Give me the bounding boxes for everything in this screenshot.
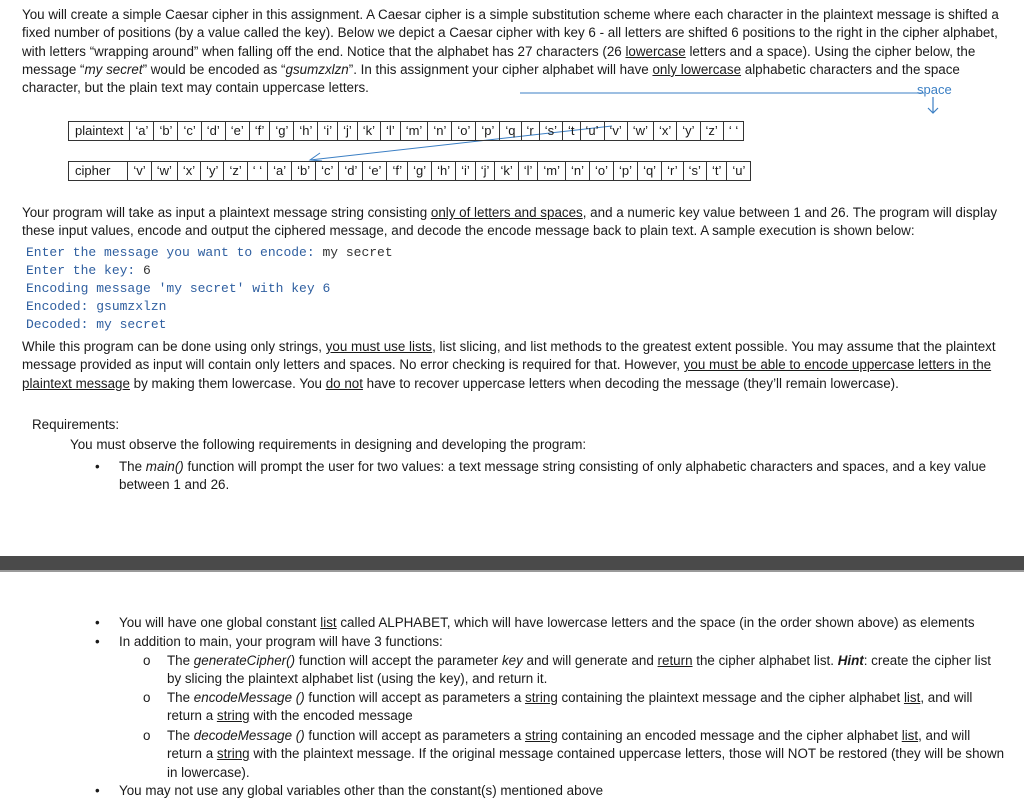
plaintext-cell: ‘s’: [540, 122, 563, 140]
bullet-icon: •: [95, 634, 100, 649]
cipher-cell: ‘s’: [684, 162, 707, 180]
plaintext-cell: ‘c’: [178, 122, 201, 140]
cipher-cell: ‘u’: [732, 163, 746, 178]
cipher-cell: ‘q’: [638, 162, 662, 180]
plaintext-cell: ‘x’: [654, 122, 677, 140]
plaintext-cell: ‘r: [522, 122, 540, 140]
plaintext-row: [68, 121, 744, 141]
plaintext-cell: ‘f’: [250, 122, 271, 140]
globals-requirement: • You may not use any global variables other than the constant(s) mentioned above: [119, 782, 1009, 800]
circle-bullet-icon: o: [143, 690, 151, 705]
cipher-cell: ‘n’: [566, 162, 590, 180]
cipher-cell: ‘a’: [268, 162, 292, 180]
plaintext-cell: ‘l’: [381, 122, 401, 140]
cipher-cell: ‘i’: [456, 162, 476, 180]
encode-message-requirement: o The encodeMessage () function will accept as parameters a string containing the plaintext message and the cipher alphabet list, and will return a string with the encoded message: [143, 690, 973, 724]
requirements-intro: You must observe the following requirements in designing and developing the program:: [70, 437, 587, 452]
plaintext-cell: ‘y’: [677, 122, 700, 140]
main-requirement: • The main() function will prompt the user for two values: a text message string consisting of only alphabetic characters and spaces, and a key value between 1 and 26.: [95, 459, 987, 493]
plaintext-cell: ‘w’: [628, 122, 654, 140]
cipher-cell: ‘j’: [476, 162, 496, 180]
bullet-icon: •: [95, 783, 100, 798]
cipher-cell: ‘ ‘: [248, 162, 268, 180]
circle-bullet-icon: o: [143, 728, 151, 743]
program-paragraph: Your program will take as input a plaintext message string consisting only of letters and spaces, and a numeric key value between 1 and 26. The program will display these input values, encode and output the ciphered message, and decode the encode message back to plain text. A sample execution is shown below:: [22, 205, 998, 239]
sample-line-3: Encoding message 'my secret' with key 6: [26, 281, 331, 296]
cipher-cell: ‘m’: [538, 162, 566, 180]
plaintext-cell: ‘g’: [270, 122, 294, 140]
plaintext-cell: ‘d’: [202, 122, 226, 140]
plaintext-cell: ‘u’: [581, 122, 605, 140]
cipher-cell: ‘p’: [614, 162, 638, 180]
alphabet-requirement: • You will have one global constant list called ALPHABET, which will have lowercase letters and the space (in the order shown above) as elements: [119, 614, 1009, 632]
plaintext-cell: ‘a’: [130, 122, 154, 140]
plaintext-cell: ‘m’: [401, 122, 429, 140]
intro-paragraph: You will create a simple Caesar cipher in this assignment. A Caesar cipher is a simple substitution scheme where each character in the plaintext message is shifted a fixed number of positions (by a value called the key). Below we depict a Caesar cipher with key 6 - all letters are shifted 6 positions to the right in the cipher alphabet, with letters “wrapping around” when falling off the end. Notice that the alphabet has 27 characters (26 lowercase letters and a space). Using the cipher below, the message “my secret” would be encoded as “gsumzxlzn”. In this assignment your cipher alphabet will have only lowercase alphabetic characters and the space character, but the plain text may contain uppercase letters.: [22, 7, 999, 96]
cipher-cell: ‘k’: [495, 162, 518, 180]
cipher-cell: ‘y’: [201, 162, 224, 180]
cipher-cell: ‘b’: [292, 162, 316, 180]
plaintext-cell: ‘i’: [318, 122, 338, 140]
cipher-cell: ‘x’: [178, 162, 201, 180]
plaintext-cell: ‘o’: [452, 122, 476, 140]
sample-line-5: Decoded: my secret: [26, 317, 167, 332]
page-separator-edge: [0, 570, 1024, 572]
plaintext-cell: ‘t: [563, 122, 581, 140]
page-separator: [0, 556, 1024, 570]
cipher-cell: ‘l’: [519, 162, 539, 180]
plaintext-cell: ‘k’: [358, 122, 381, 140]
cipher-label: cipher: [69, 162, 128, 180]
circle-bullet-icon: o: [143, 653, 151, 668]
requirements-heading: Requirements:: [32, 417, 120, 432]
cipher-cell: ‘f’: [387, 162, 408, 180]
cipher-cell: ‘c’: [316, 162, 339, 180]
plaintext-cell: ‘z’: [701, 122, 724, 140]
plaintext-cell: ‘p’: [476, 122, 500, 140]
bullet-icon: •: [95, 615, 100, 630]
cipher-cell: ‘g’: [408, 162, 432, 180]
plaintext-cell: ‘ ‘: [728, 123, 739, 138]
sample-line-1: Enter the message you want to encode: my secret: [26, 245, 393, 260]
decode-message-requirement: o The decodeMessage () function will accept as parameters a string containing an encoded message and the cipher alphabet list, and will return a string with the plaintext message. If the original message contained uppercase letters, those will NOT be restored (they will be shown in lowercase).: [143, 728, 1005, 780]
plaintext-label: plaintext: [69, 122, 130, 140]
sample-line-2: Enter the key: 6: [26, 263, 151, 278]
plaintext-cell: ‘v’: [605, 122, 628, 140]
cipher-cell: ‘d’: [339, 162, 363, 180]
cipher-cell: ‘w’: [152, 162, 178, 180]
plaintext-cell: ‘h’: [294, 122, 318, 140]
cipher-cell: ‘e’: [363, 162, 387, 180]
cipher-cell: ‘z’: [224, 162, 247, 180]
cipher-cell: ‘t’: [707, 162, 727, 180]
space-annotation-label: space: [917, 82, 952, 97]
cipher-cell: ‘h’: [432, 162, 456, 180]
functions-requirement: • In addition to main, your program will have 3 functions:: [119, 633, 1009, 651]
bullet-icon: •: [95, 459, 100, 474]
cipher-cell: ‘v’: [128, 162, 151, 180]
sample-line-4: Encoded: gsumzxlzn: [26, 299, 167, 314]
plaintext-cell: ‘b’: [154, 122, 178, 140]
plaintext-cell: ‘e’: [226, 122, 250, 140]
plaintext-cell: ‘n’: [428, 122, 452, 140]
lists-paragraph: While this program can be done using only strings, you must use lists, list slicing, and list methods to the greatest extent possible. You may assume that the plaintext message provided as input will contain only letters and spaces. No error checking is required for that. However, you must be able to encode uppercase letters in the plaintext message by making them lowercase. You do not have to recover uppercase letters when decoding the message (they’ll remain lowercase).: [22, 339, 996, 391]
cipher-cell: ‘r’: [662, 162, 684, 180]
cipher-row: [68, 161, 751, 181]
cipher-cell: ‘o’: [590, 162, 614, 180]
generate-cipher-requirement: o The generateCipher() function will accept the parameter key and will generate and return the cipher alphabet list. Hint: create the cipher list by slicing the plaintext alphabet list (using the key), and return it.: [143, 653, 991, 687]
plaintext-cell: ‘q: [500, 122, 521, 140]
plaintext-cell: ‘j’: [338, 122, 358, 140]
